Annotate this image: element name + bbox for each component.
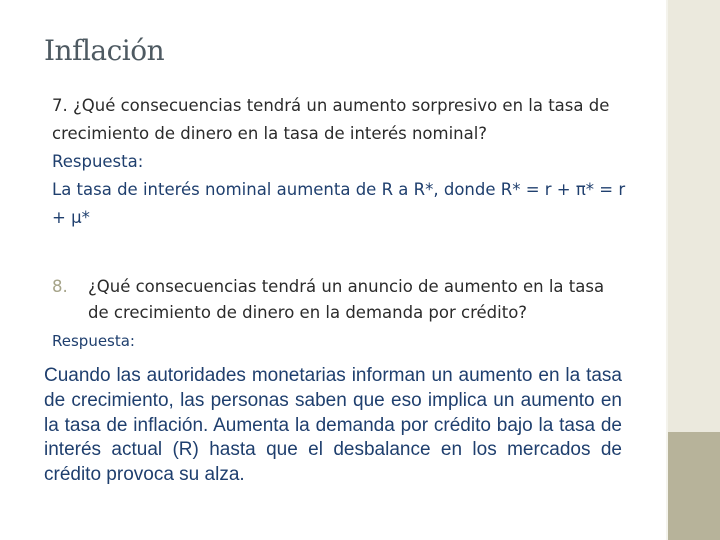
- answer-8-text: Cuando las autoridades monetarias informan un aumento en la tasa de crecimiento, las personas saben que eso implica un aumento en la tasa de inflación. Aumenta la demanda por crédito bajo la tasa de interés actual (R) hasta que el desbalance en los mercados de crédito provoca su alza.: [44, 365, 622, 486]
- question-8-text: ¿Qué consecuencias tendrá un anuncio de aumento en la tasa de crecimiento de dinero en la demanda por crédito?: [88, 277, 605, 322]
- answer-7-text: La tasa de interés nominal aumenta de R a R*, donde R* = r + π* = r + μ*: [52, 180, 626, 227]
- question-8: [52, 274, 627, 326]
- side-accent-block: [668, 432, 720, 540]
- question-8-number: 8.: [52, 277, 68, 296]
- slide-title: Inflación: [44, 34, 165, 67]
- answer-8-label: Respuesta:: [52, 332, 135, 350]
- question-7: 7. ¿Qué consecuencias tendrá un aumento sorpresivo en la tasa de crecimiento de dinero en la tasa de interés nominal?: [52, 96, 610, 143]
- answer-7-label: Respuesta:: [52, 152, 144, 171]
